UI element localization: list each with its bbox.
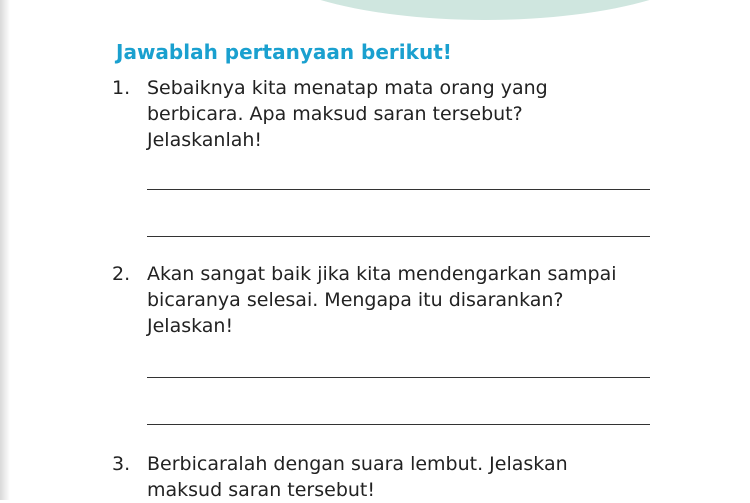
question-number: 2. bbox=[112, 263, 131, 285]
question-text: Akan sangat baik jika kita mendengarkan sampai bicaranya selesai. Mengapa itu disarankan? Jelaskan! bbox=[147, 263, 617, 337]
instruction-heading: Jawablah pertanyaan berikut! bbox=[116, 40, 452, 64]
answer-line-2b[interactable] bbox=[147, 424, 650, 425]
answer-line-1b[interactable] bbox=[147, 236, 650, 237]
page-edge-shadow bbox=[0, 0, 10, 500]
question-text: Berbicaralah dengan suara lembut. Jelaskan maksud saran tersebut! bbox=[147, 453, 568, 501]
answer-line-1a[interactable] bbox=[147, 189, 650, 190]
question-text: Sebaiknya kita menatap mata orang yang berbicara. Apa maksud saran tersebut? Jelaskanlah! bbox=[147, 77, 548, 151]
answer-line-2a[interactable] bbox=[147, 377, 650, 378]
question-number: 1. bbox=[112, 77, 131, 99]
question-number: 3. bbox=[112, 453, 131, 475]
header-banner bbox=[250, 0, 720, 20]
